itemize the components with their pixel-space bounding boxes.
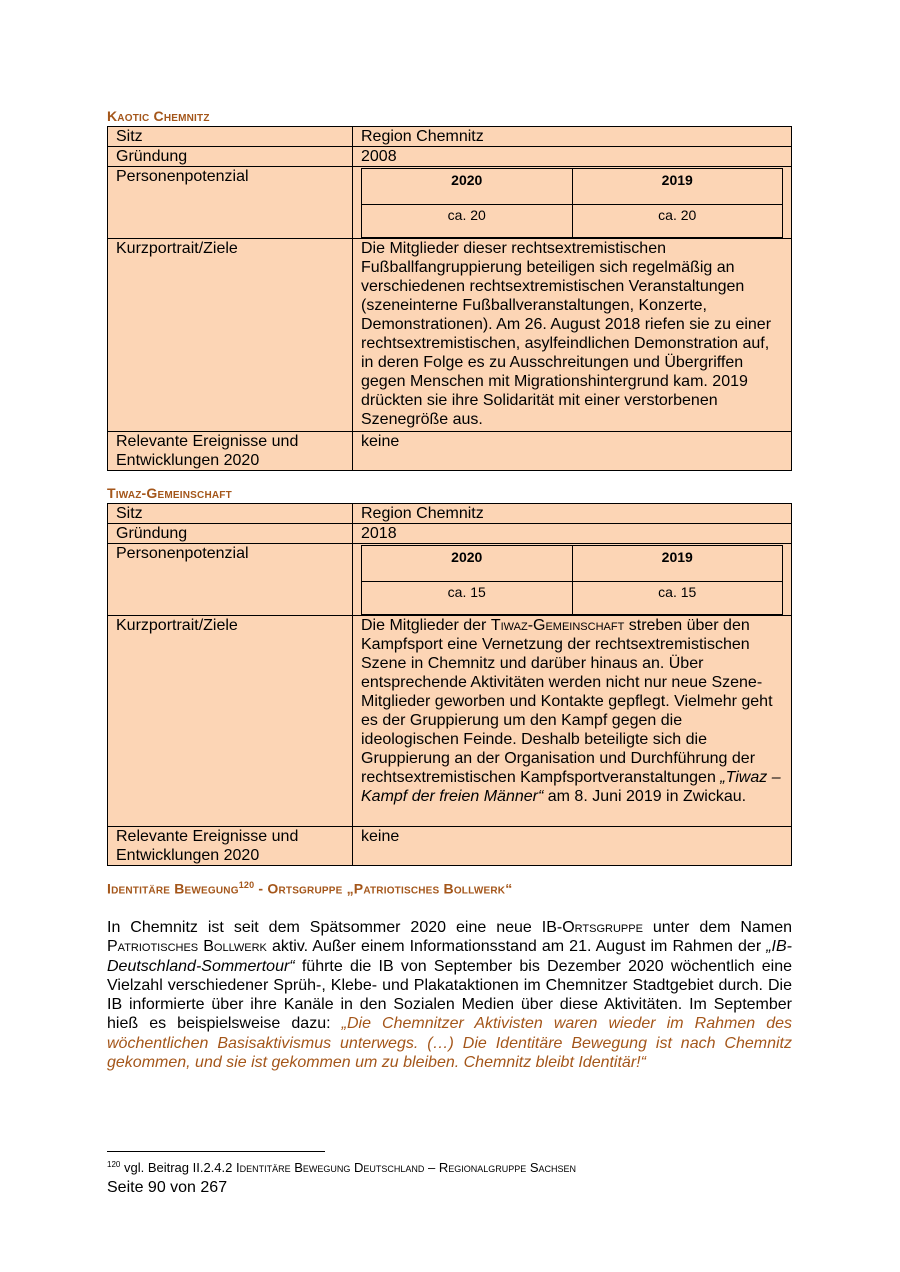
- footnote-number: 120: [107, 1160, 121, 1169]
- year-2020-header: 2020: [362, 169, 573, 205]
- paragraph-text-2: unter dem Namen: [642, 919, 792, 936]
- ereignisse-label: [108, 827, 353, 866]
- sitz-value: Region Chemnitz: [353, 127, 792, 147]
- table-row: [108, 524, 792, 544]
- page-number: Seite 90 von 267: [107, 1179, 228, 1196]
- value-2020: ca. 15: [362, 582, 573, 615]
- table-row: [108, 504, 792, 524]
- ereignisse-label-line1: Relevante Ereignisse und: [116, 433, 299, 450]
- paragraph-text-1: In Chemnitz ist seit dem Spätsommer 2020 eine neue IB-: [107, 919, 563, 936]
- table-row: [108, 167, 792, 239]
- ereignisse-label: [108, 432, 353, 471]
- kurzportrait-label: Kurzportrait/Ziele: [108, 616, 353, 827]
- table-row: [108, 147, 792, 167]
- personenpotenzial-label: Personenpotenzial: [108, 544, 353, 616]
- ereignisse-value: keine: [353, 827, 792, 866]
- paragraph-italic: „IB-Deutschland-Sommertour“: [107, 938, 792, 975]
- ereignisse-label-line1: Relevante Ereignisse und: [116, 828, 299, 845]
- kurzportrait-label: Kurzportrait/Ziele: [108, 239, 353, 432]
- paragraph-smallcaps-1: Ortsgruppe: [562, 919, 643, 936]
- gruendung-value: 2018: [353, 524, 792, 544]
- gruendung-value: 2008: [353, 147, 792, 167]
- gruendung-label: Gründung: [108, 147, 353, 167]
- footnote-smallcaps: Identitäre Bewegung Deutschland – Regionalgruppe Sachsen: [235, 1160, 577, 1175]
- kurzportrait-text: Die Mitglieder dieser rechtsextremistischen Fußballfangruppierung beteiligen sich regelmäßig an verschiedenen rechtsextremistischen Veranstaltungen (szeneinterne Fußballveranstaltungen, Konzerte, Demonstrationen). Am 26. August 2018 riefen sie zu einer rechtsextremistischen, asylfeindlichen Demonstration auf, in deren Folge es zu Ausschreitungen und Übergriffen gegen Menschen mit Migrationshintergrund kam. 2019 drückten sie ihre Solidarität mit einer verstorbenen Szenegröße aus.: [353, 239, 792, 432]
- table-row: [108, 432, 792, 471]
- personenpotenzial-label: Personenpotenzial: [108, 167, 353, 239]
- table-row: [108, 544, 792, 616]
- heading-part-a: Identitäre Bewegung: [107, 880, 239, 897]
- section-heading-tiwaz: Tiwaz-Gemeinschaft: [107, 485, 232, 501]
- personenpotenzial-table: [361, 168, 783, 238]
- sitz-label: Sitz: [108, 504, 353, 524]
- body-paragraph: [107, 918, 792, 1072]
- table-row: [108, 127, 792, 147]
- kurzportrait-event-title: „Tiwaz – Kampf der freien Männer“: [361, 769, 781, 805]
- footnote-ref[interactable]: 120: [238, 880, 255, 890]
- table-row: [108, 616, 792, 827]
- footnote-text: vgl. Beitrag II.2.4.2: [120, 1160, 236, 1175]
- org-table-kaotic-chemnitz: [107, 126, 792, 471]
- ereignisse-label-line2: Entwicklungen 2020: [116, 847, 260, 864]
- section-heading-identitaere-bewegung: [107, 880, 512, 897]
- paragraph-text-3: aktiv. Außer einem Informationsstand am 21. August im Rahmen der: [266, 938, 767, 956]
- ereignisse-value: keine: [353, 432, 792, 471]
- kurzportrait-text-b: streben über den Kampfsport eine Vernetzung der rechtsextremistischen Szene in Chemnitz und darüber hinaus an. Über entsprechende Aktivitäten werden nicht nur neue Szene-Mitglieder geworben und Kontakte gepflegt. Vielmehr geht es der Gruppierung um den Kampf gegen die ideologischen Feinde. Deshalb beteiligte sich die Gruppierung an der Organisation und Durchführung der rechtsextremistischen Kampfsportveranstaltungen: [361, 617, 773, 786]
- paragraph-smallcaps-2: Patriotisches Bollwerk: [107, 938, 267, 956]
- year-2019-header: 2019: [572, 546, 783, 582]
- org-table-tiwaz: [107, 503, 792, 866]
- personenpotenzial-cell: [353, 167, 792, 239]
- kurzportrait-text-a: Die Mitglieder der: [361, 617, 491, 634]
- kurzportrait-text-c: am 8. Juni 2019 in Zwickau.: [543, 788, 747, 805]
- table-row: [108, 239, 792, 432]
- table-row: [108, 827, 792, 866]
- value-2019: ca. 15: [572, 582, 783, 615]
- personenpotenzial-table: [361, 545, 783, 615]
- sitz-value: Region Chemnitz: [353, 504, 792, 524]
- ereignisse-label-line2: Entwicklungen 2020: [116, 452, 260, 469]
- sitz-label: Sitz: [108, 127, 353, 147]
- section-heading-kaotic-chemnitz: Kaotic Chemnitz: [107, 108, 210, 124]
- kurzportrait-org-name: Tiwaz-Gemeinschaft: [490, 617, 625, 634]
- value-2019: ca. 20: [572, 205, 783, 238]
- footnote-divider: [107, 1151, 325, 1152]
- heading-part-b: - Ortsgruppe „Patriotisches Bollwerk“: [254, 880, 513, 897]
- gruendung-label: Gründung: [108, 524, 353, 544]
- year-2020-header: 2020: [362, 546, 573, 582]
- value-2020: ca. 20: [362, 205, 573, 238]
- personenpotenzial-cell: [353, 544, 792, 616]
- quote-text: „Die Chemnitzer Aktivisten waren wieder im Rahmen des wöchentlichen Basisaktivismus unterwegs. (…) Die Identitäre Bewegung ist nach Chemnitz gekommen, und sie ist gekommen um zu bleiben. Chemnitz bleibt Identitär!“: [107, 1015, 793, 1072]
- footnote: [107, 1160, 576, 1175]
- year-2019-header: 2019: [572, 169, 783, 205]
- kurzportrait-text: [353, 616, 792, 827]
- paragraph-text-4: führte die IB von September bis Dezember 2020 wöchentlich eine Vielzahl verschiedener Sprüh-, Klebe- und Plakataktionen im Chemnitzer Stadtgebiet durch. Die IB informierte über ihre Kanäle in den Sozialen Medien über diese Aktivitäten. Im September hieß es beispielsweise dazu:: [107, 957, 792, 1033]
